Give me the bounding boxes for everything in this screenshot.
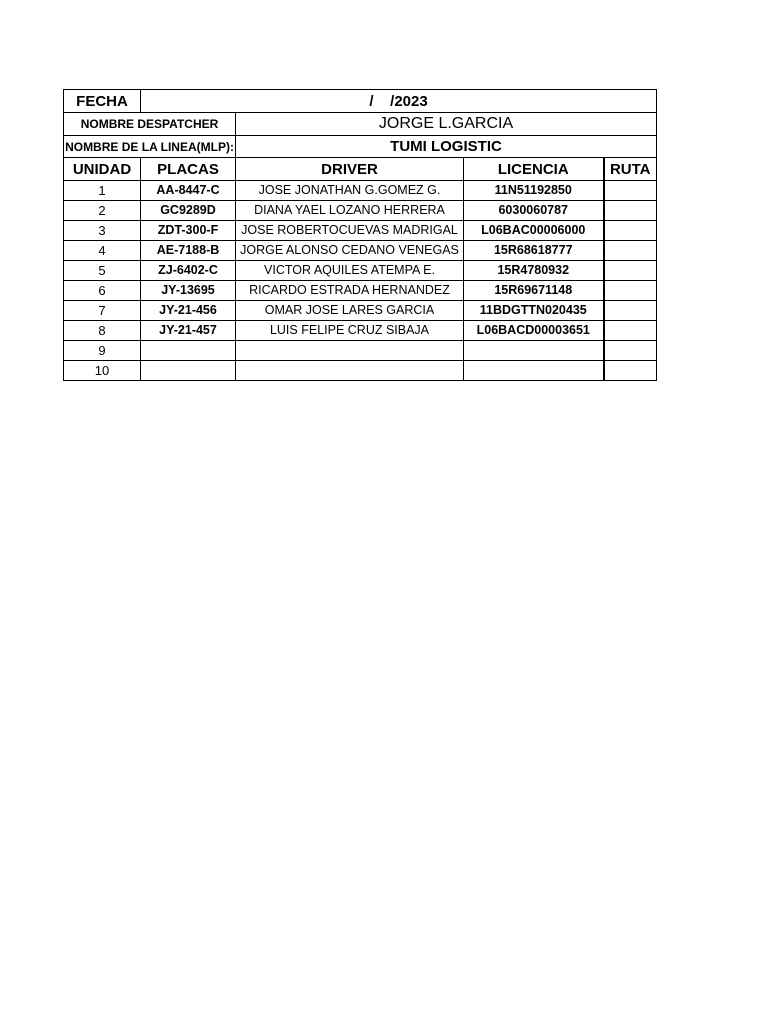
unidad-cell[interactable]: 4 <box>64 241 141 261</box>
linea-value[interactable]: TUMI LOGISTIC <box>236 136 657 158</box>
driver-cell[interactable] <box>236 361 464 381</box>
licencia-cell[interactable] <box>464 361 604 381</box>
column-header-licencia: LICENCIA <box>464 158 604 181</box>
driver-cell[interactable]: VICTOR AQUILES ATEMPA E. <box>236 261 464 281</box>
driver-cell[interactable]: JOSE JONATHAN G.GOMEZ G. <box>236 181 464 201</box>
licencia-cell[interactable]: L06BAC00006000 <box>464 221 604 241</box>
fecha-value[interactable]: / /2023 <box>141 90 657 113</box>
linea-row <box>64 136 657 158</box>
fecha-label: FECHA <box>64 90 141 113</box>
placas-cell[interactable]: ZJ-6402-C <box>141 261 236 281</box>
driver-cell[interactable]: LUIS FELIPE CRUZ SIBAJA <box>236 321 464 341</box>
unidad-cell[interactable]: 7 <box>64 301 141 321</box>
licencia-cell[interactable]: 15R4780932 <box>464 261 604 281</box>
table-row <box>64 341 657 361</box>
placas-cell[interactable]: GC9289D <box>141 201 236 221</box>
unidad-cell[interactable]: 1 <box>64 181 141 201</box>
despatcher-label: NOMBRE DESPATCHER <box>64 113 236 136</box>
ruta-cell[interactable] <box>604 361 657 381</box>
column-header-placas: PLACAS <box>141 158 236 181</box>
placas-cell[interactable]: ZDT-300-F <box>141 221 236 241</box>
column-header-ruta: RUTA <box>604 158 657 181</box>
table-row <box>64 201 657 221</box>
ruta-cell[interactable] <box>604 321 657 341</box>
ruta-cell[interactable] <box>604 201 657 221</box>
driver-cell[interactable]: JOSE ROBERTOCUEVAS MADRIGAL <box>236 221 464 241</box>
dispatch-sheet <box>63 89 657 381</box>
column-header-row <box>64 158 657 181</box>
unidad-cell[interactable]: 6 <box>64 281 141 301</box>
table-row <box>64 241 657 261</box>
unidad-cell[interactable]: 9 <box>64 341 141 361</box>
placas-cell[interactable]: AA-8447-C <box>141 181 236 201</box>
placas-cell[interactable]: JY-21-457 <box>141 321 236 341</box>
driver-cell[interactable] <box>236 341 464 361</box>
unidad-cell[interactable]: 5 <box>64 261 141 281</box>
table-row <box>64 301 657 321</box>
driver-cell[interactable]: RICARDO ESTRADA HERNANDEZ <box>236 281 464 301</box>
ruta-cell[interactable] <box>604 281 657 301</box>
ruta-cell[interactable] <box>604 221 657 241</box>
placas-cell[interactable] <box>141 361 236 381</box>
ruta-cell[interactable] <box>604 301 657 321</box>
table-row <box>64 321 657 341</box>
licencia-cell[interactable]: 15R69671148 <box>464 281 604 301</box>
unidad-cell[interactable]: 3 <box>64 221 141 241</box>
table-row <box>64 181 657 201</box>
table-row <box>64 361 657 381</box>
placas-cell[interactable]: JY-13695 <box>141 281 236 301</box>
licencia-cell[interactable]: L06BACD00003651 <box>464 321 604 341</box>
unidad-cell[interactable]: 10 <box>64 361 141 381</box>
ruta-cell[interactable] <box>604 241 657 261</box>
licencia-cell[interactable]: 15R68618777 <box>464 241 604 261</box>
licencia-cell[interactable]: 6030060787 <box>464 201 604 221</box>
licencia-cell[interactable] <box>464 341 604 361</box>
ruta-cell[interactable] <box>604 341 657 361</box>
ruta-cell[interactable] <box>604 181 657 201</box>
column-header-unidad: UNIDAD <box>64 158 141 181</box>
table-row <box>64 221 657 241</box>
licencia-cell[interactable]: 11BDGTTN020435 <box>464 301 604 321</box>
unidad-cell[interactable]: 8 <box>64 321 141 341</box>
driver-cell[interactable]: DIANA YAEL LOZANO HERRERA <box>236 201 464 221</box>
driver-cell[interactable]: JORGE ALONSO CEDANO VENEGAS <box>236 241 464 261</box>
despatcher-row <box>64 113 657 136</box>
table-row <box>64 261 657 281</box>
column-header-driver: DRIVER <box>236 158 464 181</box>
driver-cell[interactable]: OMAR JOSE LARES GARCIA <box>236 301 464 321</box>
licencia-cell[interactable]: 11N51192850 <box>464 181 604 201</box>
table-row <box>64 281 657 301</box>
fecha-row <box>64 90 657 113</box>
ruta-cell[interactable] <box>604 261 657 281</box>
unidad-cell[interactable]: 2 <box>64 201 141 221</box>
placas-cell[interactable]: JY-21-456 <box>141 301 236 321</box>
placas-cell[interactable] <box>141 341 236 361</box>
despatcher-value[interactable]: JORGE L.GARCIA <box>236 113 657 136</box>
placas-cell[interactable]: AE-7188-B <box>141 241 236 261</box>
linea-label: NOMBRE DE LA LINEA(MLP): <box>64 136 236 158</box>
